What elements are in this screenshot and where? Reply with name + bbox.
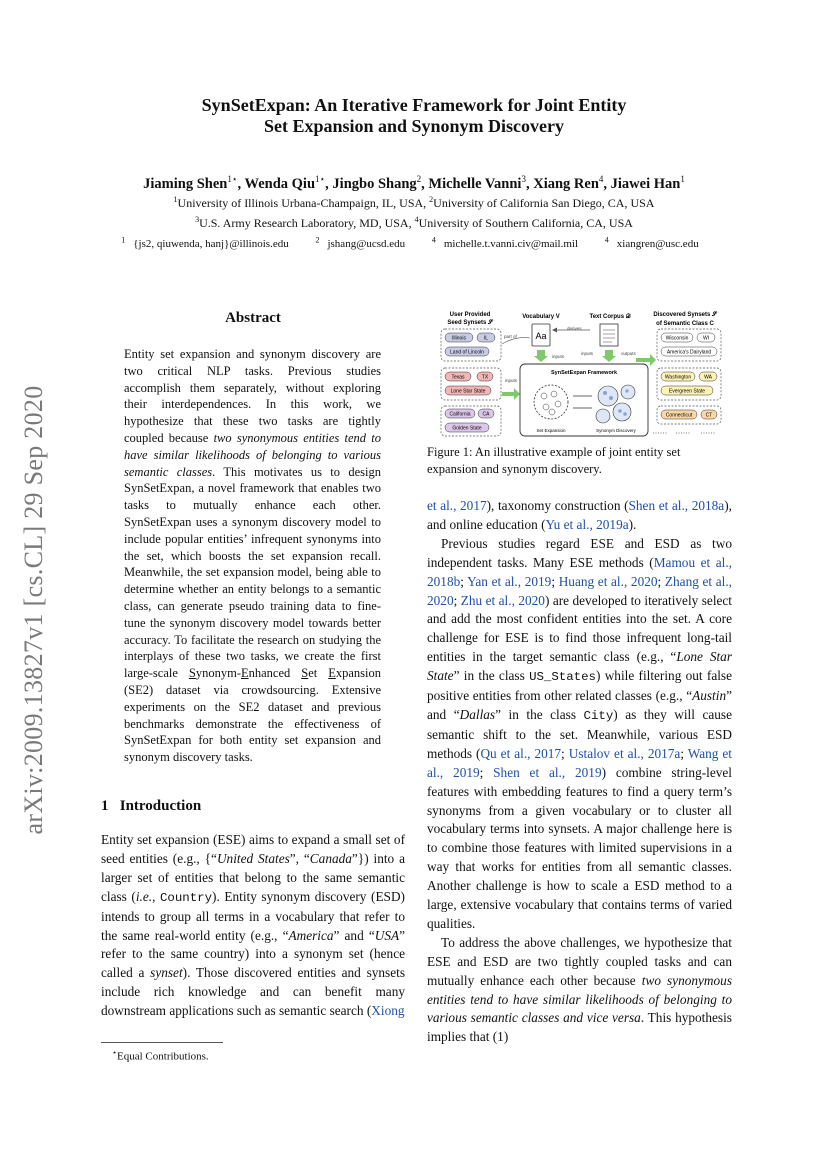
- svg-text:California: California: [449, 411, 471, 418]
- vocab-header: Vocabulary V: [522, 314, 560, 320]
- right-column-text: [427, 497, 732, 1047]
- seed-header-2: Seed Synsets 𝒮: [447, 320, 493, 326]
- author: Michelle Vanni$^3$: [428, 174, 526, 192]
- citation-link[interactable]: Yan et al., 2019: [467, 573, 552, 589]
- svg-text:Land of Lincoln: Land of Lincoln: [450, 349, 484, 356]
- citation-link[interactable]: Huang et al., 2020: [558, 573, 658, 589]
- title-line-2: Set Expansion and Synonym Discovery: [263, 116, 565, 136]
- email[interactable]: $^4$ xiangren@usc.edu: [604, 235, 699, 250]
- figure-1-caption: Figure 1: An illustrative example of joint entity set expansion and synonym discovery.: [427, 445, 681, 476]
- paragraph: To address the above challenges, we hypothesize that ESE and ESD are two tightly coupled tasks and can mutually enhance each other because two synonymous entities tend to have similar likelihoods of belonging to various semantic classes and vice versa. This hypothesis implies that (1): [427, 934, 732, 1045]
- author: Wenda Qiu$^{1⋆}$: [244, 174, 326, 192]
- svg-text:Texas: Texas: [451, 374, 465, 381]
- section-heading-introduction: 1 Introduction: [101, 798, 202, 814]
- author-list: Jiaming Shen$^{1⋆}$, Wenda Qiu$^{1⋆}$, Jingbo Shang$^2$, Michelle Vanni$^3$, Xiang Ren$^4$, Jiawei Han$^1$: [143, 174, 685, 192]
- svg-text:part of: part of: [504, 334, 517, 339]
- figure-1-diagram: [440, 308, 722, 438]
- citation-link[interactable]: Mamou et al., 2018b: [427, 554, 733, 589]
- citation-link[interactable]: Shen et al., 2019: [493, 764, 602, 780]
- synonym-cluster: [596, 409, 610, 423]
- paragraph: Previous studies regard ESE and ESD as two independent tasks. Many ESE methods (Mamou et al., 2018b; Yan et al., 2019; Huang et al., 2020; Zhang et al., 2020; Zhu et al., 2020) are developed to iteratively select and add the most confident entities into the set. A core challenge for ESE is to find those infrequent long-tail entities in the target semantic class (e.g., “Lone Star State” in the class US_States) while filtering out false positive entities from other related classes (e.g., “Austin” and “Dallas” in the class City) as they will cause semantic shift to the set. Meanwhile, various ESD methods (Qu et al., 2017; Ustalov et al., 2017a; Wang et al., 2019; Shen et al., 2019) combine string-level features with embedding features to find a query term’s synonyms from a given vocabulary or to cluster all vocabulary terms into synsets. A major challenge here is to combine those features with limited supervisions in a way that works for entities from all semantic classes. Another challenge is how to scale a ESD method to a large, extensive vocabulary that contains terms of varied qualities.: [427, 535, 733, 931]
- svg-text:Evergreen State: Evergreen State: [668, 388, 706, 395]
- citation-link[interactable]: Ustalov et al., 2017a: [568, 745, 681, 761]
- citation-link[interactable]: Xiong: [371, 1003, 405, 1019]
- citation-link[interactable]: Qu et al., 2017: [480, 745, 562, 761]
- synonym-cluster: [598, 386, 618, 406]
- author: Jiawei Han$^1$: [610, 174, 685, 192]
- svg-text:derives: derives: [567, 326, 582, 331]
- svg-text:inputs: inputs: [581, 351, 594, 356]
- svg-text:Golden State: Golden State: [452, 425, 482, 432]
- citation-link[interactable]: Zhang et al., 2020: [427, 573, 733, 608]
- email[interactable]: $^1$ {js2, qiuwenda, hanj}@illinois.edu: [121, 235, 289, 250]
- input-arrow: [602, 350, 616, 362]
- email[interactable]: $^2$ jshang@ucsd.edu: [315, 235, 406, 250]
- seed-header-1: User Provided: [449, 312, 491, 318]
- author: Xiang Ren$^4$: [533, 174, 604, 192]
- citation-link[interactable]: Wang et al., 2019: [427, 745, 732, 780]
- svg-text:Washington: Washington: [664, 374, 692, 381]
- corpus-icon: [600, 324, 618, 346]
- author: Jiaming Shen$^{1⋆}$: [143, 174, 238, 192]
- affiliation-line-2: $^3$U.S. Army Research Laboratory, MD, USA, $^4$University of Southern California, CA, USA: [195, 215, 633, 230]
- citation-link[interactable]: Zhu et al., 2020: [460, 592, 545, 608]
- svg-text:Illinois: Illinois: [452, 335, 466, 342]
- paragraph-continued: et al., 2017), taxonomy construction (Shen et al., 2018a), and online education (Yu et al., 2019a).: [427, 498, 732, 532]
- citation-link[interactable]: et al., 2017: [427, 498, 487, 513]
- svg-text:TX: TX: [481, 374, 489, 381]
- email-line: [0, 235, 828, 250]
- intro-paragraph: Entity set expansion (ESE) aims to expand a small set of seed entities (e.g., {“United States”, “Canada”}) into a larger set of entities that belong to the same semantic class (i.e., Country). Entity synonym discovery (ESD) intends to group all terms in a vocabulary that refer to the same real-world entity (e.g., “America” and “USA” refer to the same country) into a synonym set (hence called a synset). Those discovered entities and synsets include rich knowledge and can benefit many downstream applications such as semantic search (Xiong: [101, 832, 405, 1019]
- discovered-header-1: Discovered Synsets 𝒮: [653, 312, 717, 318]
- citation-link[interactable]: Yu et al., 2019a: [545, 516, 629, 532]
- author: Jingbo Shang$^2$: [332, 174, 422, 192]
- arxiv-stamp: [13, 370, 55, 850]
- svg-text:CT: CT: [705, 412, 713, 419]
- svg-text:SynSetExpan Framework: SynSetExpan Framework: [550, 370, 618, 376]
- svg-text:inputs: inputs: [552, 354, 565, 359]
- vocabulary-icon-text: Aa: [535, 331, 547, 341]
- email[interactable]: $^4$ michelle.t.vanni.civ@mail.mil: [431, 235, 579, 250]
- svg-text:WA: WA: [704, 374, 712, 381]
- footnote: ⋆Equal Contributions.: [112, 1048, 209, 1063]
- synonym-cluster: [613, 403, 631, 421]
- svg-text:Lone Star State: Lone Star State: [450, 388, 486, 395]
- paper-title: [0, 95, 828, 137]
- svg-text:Synonym Discovery: Synonym Discovery: [596, 428, 636, 433]
- svg-text:CA: CA: [482, 411, 490, 418]
- svg-text:Wisconsin: Wisconsin: [665, 335, 689, 342]
- svg-text:Connecticut: Connecticut: [665, 412, 693, 419]
- svg-text:Set Expansion: Set Expansion: [536, 428, 566, 433]
- svg-text:outputs: outputs: [621, 351, 636, 356]
- arxiv-stamp-text: arXiv:2009.13827v1 [cs.CL] 29 Sep 2020: [19, 385, 48, 835]
- input-arrow: [502, 388, 520, 400]
- corpus-header: Text Corpus 𝒟: [589, 314, 631, 320]
- svg-text:IL: IL: [483, 335, 489, 342]
- input-arrow: [534, 350, 548, 362]
- abstract-body: Entity set expansion and synonym discovery are two critical NLP tasks. Previous studies accomplish them separately, without exploring their interdependences. In this work, we hypothesize that these two tasks are tightly coupled because two synonymous entities tend to have similar likelihoods of belonging to various semantic classes. This motivates us to design SynSetExpan, a novel framework that enables two tasks to mutually enhance each other. SynSetExpan uses a synonym discovery model to include popular entities’ infrequent synonyms into the set, which boosts the set expansion recall. Meanwhile, the set expansion model, being able to determine whether an entity belongs to a semantic class, can generate pseudo training data to fine-tune the synonym discovery model towards better accuracy. To facilitate the research on studying the interplays of these two tasks, we create the first large-scale Synonym-Enhanced Set Expansion (SE2) dataset via crowdsourcing. Extensive experiments on the SE2 dataset and previous benchmarks demonstrate the effectiveness of SynSetExpan for both entity set expansion and synonym discovery tasks.: [124, 347, 381, 765]
- abstract-heading: Abstract: [225, 310, 281, 326]
- arrowhead: [552, 328, 557, 333]
- svg-text:inputs: inputs: [505, 378, 518, 383]
- title-line-1: SynSetExpan: An Iterative Framework for Joint Entity: [201, 95, 627, 115]
- affiliation-line-1: $^1$University of Illinois Urbana-Champaign, IL, USA, $^2$University of California San Diego, CA, USA: [173, 195, 655, 210]
- citation-link[interactable]: Shen et al., 2018a: [628, 498, 725, 513]
- svg-text:WI: WI: [702, 335, 710, 342]
- svg-text:America's Dairyland: America's Dairyland: [666, 349, 712, 356]
- footnote-rule: [101, 1042, 223, 1043]
- discovered-header-2: of Semantic Class C: [656, 321, 714, 327]
